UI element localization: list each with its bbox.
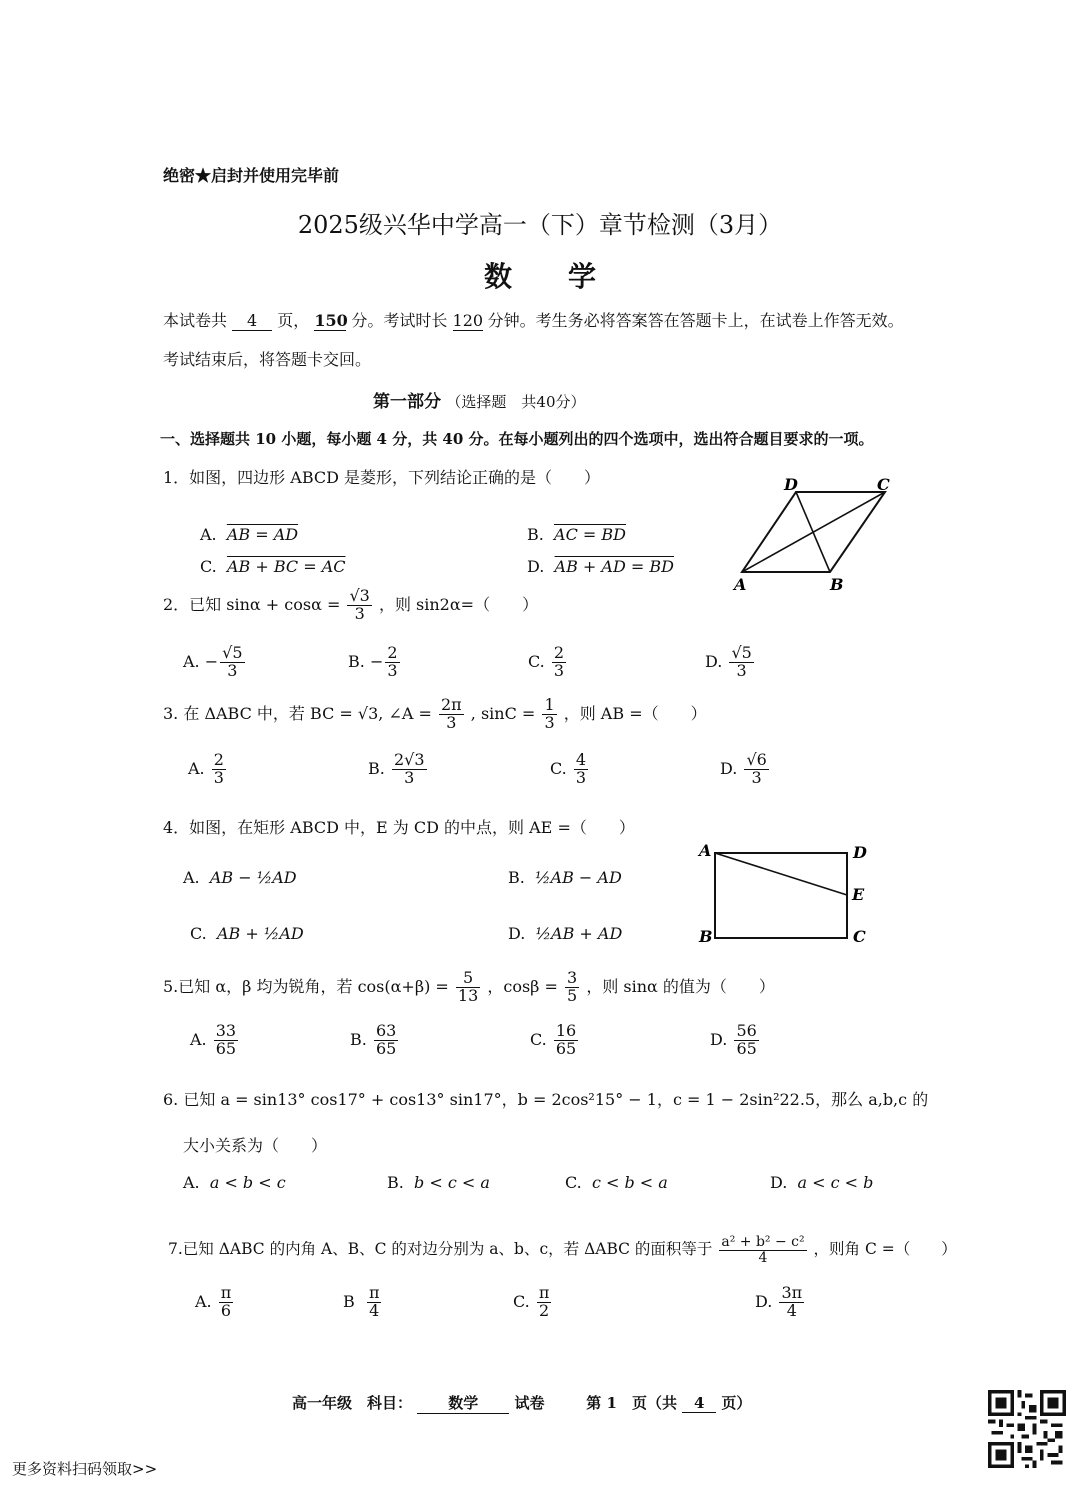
q2-option-d: D. $\frac{√5}{3}$ xyxy=(705,643,752,680)
q7-option-d: D. $\frac{3\pi}{4}$ xyxy=(755,1283,803,1320)
q7-option-a: A. $\frac{\pi}{6}$ xyxy=(195,1283,232,1320)
q6-option-c: C. c < b < a xyxy=(565,1173,668,1192)
rect-label-a: A xyxy=(699,841,712,860)
q2-stem: 2．已知 sinα + cosα = $\frac{√3}{3}$ ，则 sin2α=（ ） xyxy=(163,586,539,623)
exam-title: 2025级兴华中学高一（下）章节检测（3月） xyxy=(297,211,783,239)
q1-option-d: D. AB + AD = BD xyxy=(527,557,674,576)
section-instruction: 一、选择题共 10 小题，每小题 4 分，共 40 分。在每小题列出的四个选项中，选出符合题目要求的一项。 xyxy=(160,430,874,448)
q3-option-a: A. $\frac{2}{3}$ xyxy=(188,750,224,787)
q1-option-b: B. AC = BD xyxy=(527,525,626,544)
q6-option-a: A. a < b < c xyxy=(183,1173,286,1192)
rectangle-figure xyxy=(695,838,885,950)
q6-stem-2: 大小关系为（ ） xyxy=(183,1136,328,1155)
q1-option-c: C. AB + BC = AC xyxy=(200,557,346,576)
rhombus-figure xyxy=(730,472,900,597)
q3-stem: 3. 在 ΔABC 中，若 BC = √3, ∠A = $\frac{2\pi}{3}$ , sinC = $\frac{1}{3}$ ，则 AB =（ ） xyxy=(163,695,707,732)
more-resources-link[interactable]: 更多资料扫码领取>> xyxy=(12,1460,158,1478)
intro-line-2: 考试结束后，将答题卡交回。 xyxy=(163,350,372,369)
q4-option-b: B. ½AB − AD xyxy=(508,868,622,887)
subject-title: 数 学 xyxy=(483,260,596,293)
q2-option-a: A. − $\frac{√5}{3}$ xyxy=(183,643,243,680)
rect-label-e: E xyxy=(852,885,865,904)
rect-label-d: D xyxy=(853,843,867,862)
rhombus-label-d: D xyxy=(784,475,798,494)
section-heading: 第一部分 （选择题 共40分） xyxy=(373,392,586,412)
rhombus-label-b: B xyxy=(830,575,844,594)
q3-option-b: B. $\frac{2√3}{3}$ xyxy=(368,750,425,787)
q5-option-a: A. $\frac{33}{65}$ xyxy=(190,1021,237,1058)
rect-label-c: C xyxy=(853,927,866,946)
q4-option-a: A. AB − ½AD xyxy=(183,868,297,887)
q4-option-d: D. ½AB + AD xyxy=(508,924,623,943)
q7-stem: 7.已知 ΔABC 的内角 A、B、C 的对边分别为 a、b、c，若 ΔABC 的面积等于 $\frac{\text{a² + b² − c²}}{4}$ ，则角 C =（ ） xyxy=(168,1234,957,1266)
confidential-label: 绝密★启封并使用完毕前 xyxy=(163,166,340,185)
rhombus-label-a: A xyxy=(734,575,747,594)
exam-time: 120 xyxy=(452,311,484,330)
q4-stem: 4．如图，在矩形 ABCD 中，E 为 CD 的中点，则 AE =（ ） xyxy=(163,818,635,837)
q2-option-b: B. − $\frac{2}{3}$ xyxy=(348,643,398,680)
q6-option-d: D. a < c < b xyxy=(770,1173,874,1192)
q6-option-b: B. b < c < a xyxy=(387,1173,490,1192)
q2-option-c: C. $\frac{2}{3}$ xyxy=(528,643,565,680)
q7-option-c: C. $\frac{\pi}{2}$ xyxy=(513,1283,550,1320)
q6-stem: 6. 已知 a = sin13° cos17° + cos13° sin17°，b = 2cos²15° − 1，c = 1 − 2sin²22.5，那么 a,b,c 的 xyxy=(163,1090,929,1109)
q5-option-d: D. $\frac{56}{65}$ xyxy=(710,1021,757,1058)
pages-count: 4 xyxy=(232,311,272,331)
q1-stem: 1．如图，四边形 ABCD 是菱形，下列结论正确的是（ ） xyxy=(163,468,601,487)
q5-stem: 5.已知 α，β 均为锐角，若 cos(α+β) = $\frac{5}{13}$ ，cosβ = $\frac{3}{5}$ ，则 sinα 的值为（ ） xyxy=(163,968,775,1005)
rect-label-b: B xyxy=(699,927,713,946)
q3-option-d: D. $\frac{√6}{3}$ xyxy=(720,750,767,787)
total-score: 150 xyxy=(314,311,348,330)
page-footer: 高一年级 科目： 数学 试卷 第 1 页（共 4 页） xyxy=(292,1394,752,1412)
qr-code-icon[interactable] xyxy=(988,1390,1066,1468)
intro-line-1: 本试卷共 4 页， 150 分。考试时长 120 分钟。考生务必将答案答在答题卡上，在试卷上作答无效。 xyxy=(163,311,904,330)
q5-option-c: C. $\frac{16}{65}$ xyxy=(530,1021,577,1058)
q5-option-b: B. $\frac{63}{65}$ xyxy=(350,1021,397,1058)
q7-option-b: B $\frac{\pi}{4}$ xyxy=(343,1283,380,1320)
rhombus-label-c: C xyxy=(877,475,890,494)
q4-option-c: C. AB + ½AD xyxy=(190,924,304,943)
q1-option-a: A. AB = AD xyxy=(200,525,299,544)
q3-option-c: C. $\frac{4}{3}$ xyxy=(550,750,587,787)
